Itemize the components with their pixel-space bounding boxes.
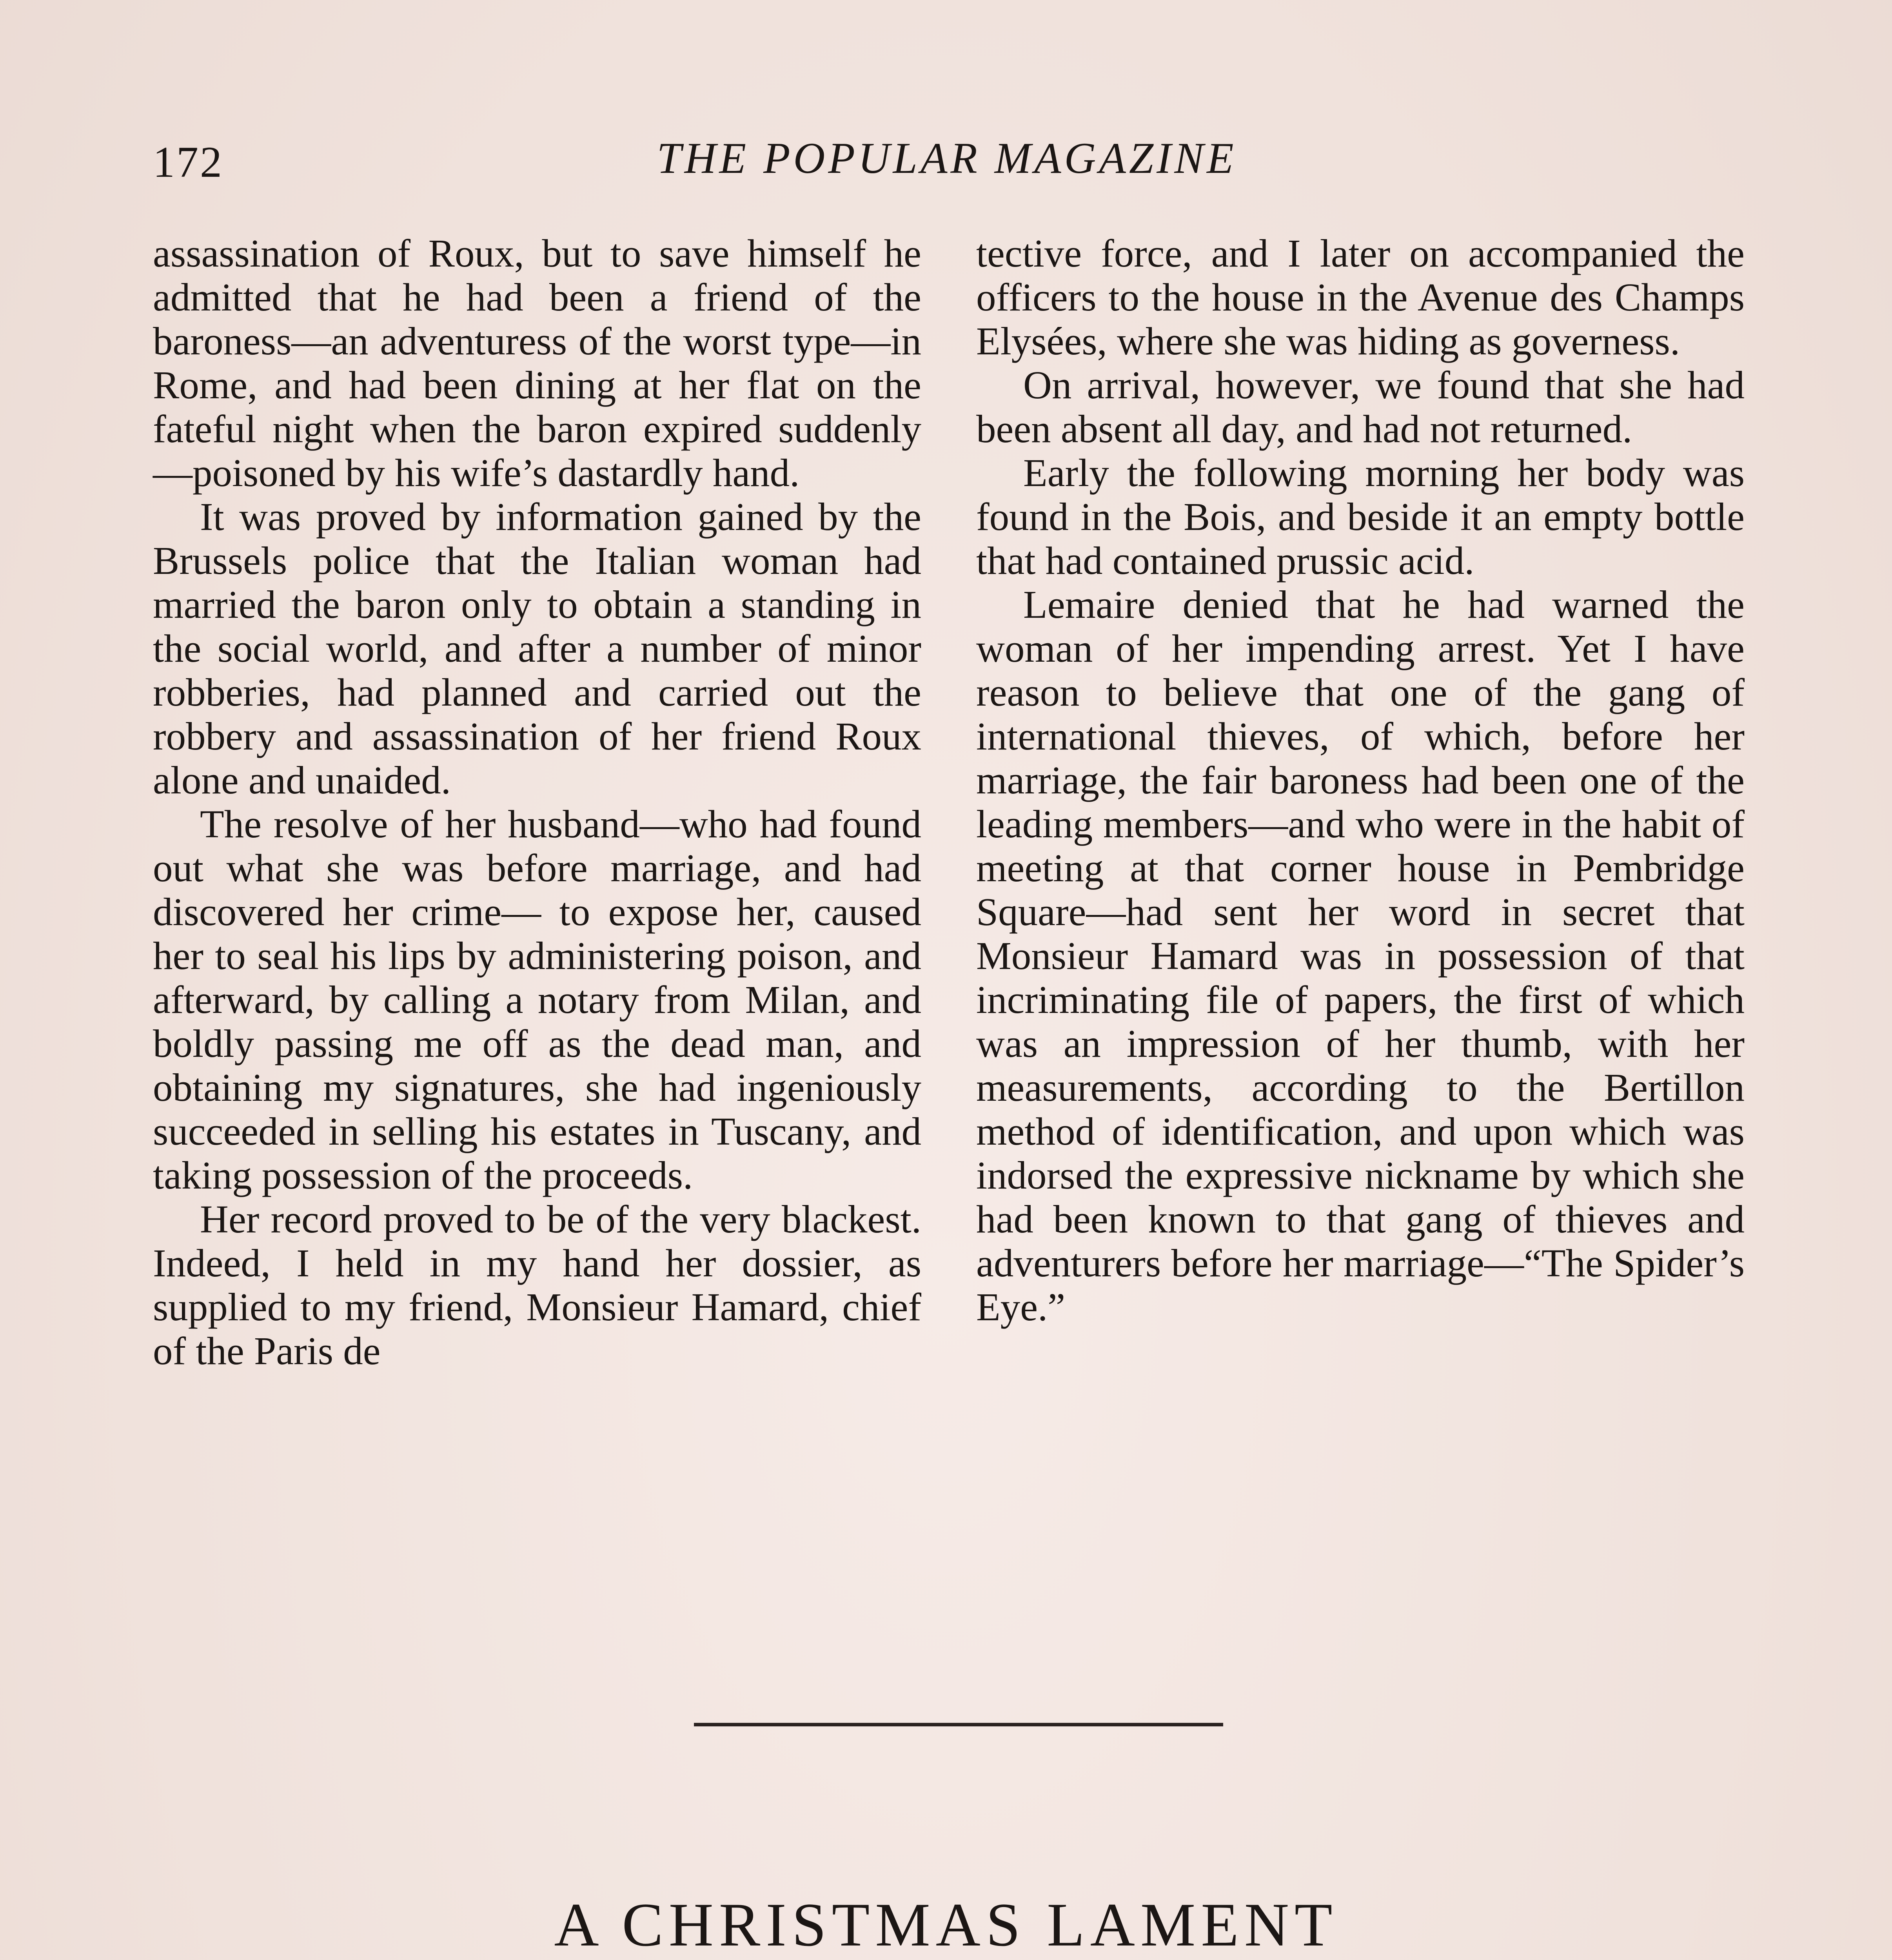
article-paragraph: assassination of Roux, but to save himself he admitted that he had been a friend of the baroness—an adventuress of the worst type—in Rome, and had been dining at her flat on the fateful night when the baron expired suddenly —poisoned by his wife’s dastardly hand. xyxy=(153,231,921,495)
page-number: 172 xyxy=(153,138,223,187)
section-divider xyxy=(694,1723,1223,1726)
article-columns xyxy=(153,231,1745,1564)
article-left-column xyxy=(153,231,921,1373)
article-paragraph: On arrival, however, we found that she had been absent all day, and had not returned. xyxy=(976,363,1745,451)
magazine-title: THE POPULAR MAGAZINE xyxy=(657,134,1237,183)
article-paragraph: It was proved by information gained by the Brussels police that the Italian woman had married the baron only to obtain a standing in the social world, and after a number of minor robberies, had planned and carried out the robbery and assassination of her friend Roux alone and unaided. xyxy=(153,495,921,802)
article-paragraph: Early the following morning her body was found in the Bois, and beside it an empty bottle that had contained prussic acid. xyxy=(976,451,1745,583)
article-paragraph: The resolve of her husband—who had found out what she was before marriage, and had discovered her crime— to expose her, caused her to seal his lips by administering poison, and afterward, by calling a notary from Milan, and boldly passing me off as the dead man, and obtaining my signatures, she had ingeniously succeeded in selling his estates in Tuscany, and taking possession of the proceeds. xyxy=(153,802,921,1197)
poem-title: A CHRISTMAS LAMENT xyxy=(554,1891,1338,1959)
article-paragraph: Lemaire denied that he had warned the woman of her impending arrest. Yet I have reason to believe that one of the gang of international thieves, of which, before her marriage, the fair baroness had been one of the leading members—and who were in the habit of meeting at that corner house in Pembridge Square—had sent her word in secret that Monsieur Hamard was in possession of that incriminating file of papers, the first of which was an impression of her thumb, with her measurements, according to the Bertillon method of identification, and upon which was indorsed the expressive nickname by which she had been known to that gang of thieves and adventurers before her marriage—“The Spider’s Eye.” xyxy=(976,583,1745,1329)
article-paragraph: tective force, and I later on accompanied the officers to the house in the Avenue des Champs Elysées, where she was hiding as governess. xyxy=(976,231,1745,363)
article-paragraph: Her record proved to be of the very blackest. Indeed, I held in my hand her dossier, as supplied to my friend, Monsieur Hamard, chief of the Paris de xyxy=(153,1197,921,1373)
article-right-column xyxy=(976,231,1745,1329)
running-head xyxy=(153,133,1741,196)
